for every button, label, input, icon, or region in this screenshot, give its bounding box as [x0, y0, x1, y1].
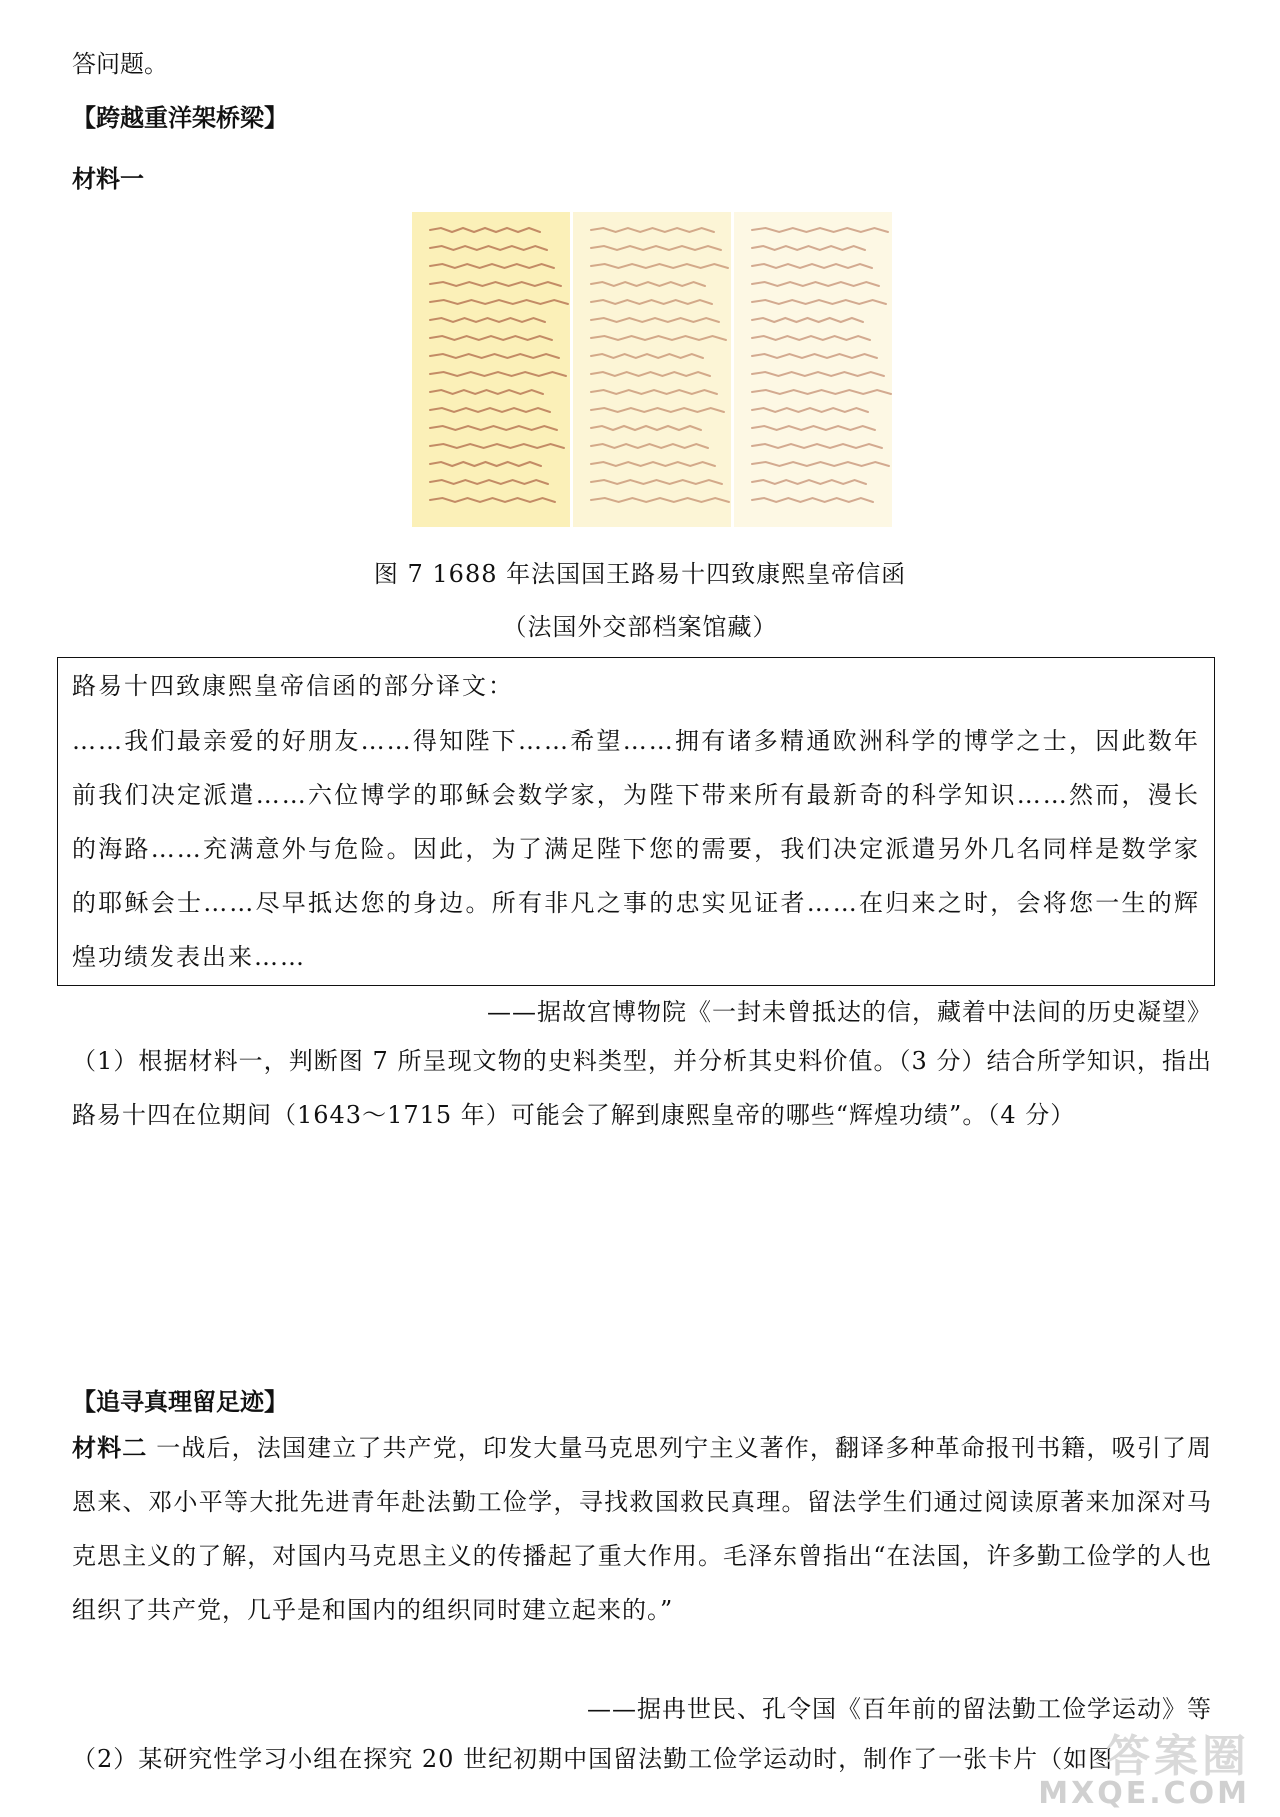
letter-image: [412, 212, 892, 527]
figure-source: （法国外交部档案馆藏）: [502, 613, 778, 641]
material2-citation: ——据冉世民、孔令国《百年前的留法勤工俭学运动》等: [587, 1695, 1212, 1723]
translation-heading: 路易十四致康熙皇帝信函的部分译文：: [72, 672, 514, 700]
material2-text: 一战后，法国建立了共产党，印发大量马克思列宁主义著作，翻译多种革命报刊书籍，吸引了周恩来、邓小平等大批先进青年赴法勤工俭学，寻找救国救民真理。留法学生们通过阅读原著来加深对马克思主义的了解，对国内马克思主义的传播起了重大作用。毛泽东曾指出“在法国，许多勤工俭学的人也组织了共产党，几乎是和国内的组织同时建立起来的。”: [72, 1434, 1213, 1624]
material1-label: 材料一: [72, 165, 144, 193]
figure-caption: 图 7 1688 年法国国王路易十四致康熙皇帝信函: [373, 560, 907, 588]
material2-label: 材料二: [72, 1434, 148, 1462]
material1-citation: ——据故宫博物院《一封未曾抵达的信，藏着中法间的历史凝望》: [487, 998, 1212, 1026]
section2-heading: 【追寻真理留足迹】: [72, 1388, 288, 1416]
material2-paragraph: [72, 1421, 1212, 1637]
watermark-url: MXQE.COM: [1038, 1776, 1250, 1811]
watermark: [1038, 1720, 1250, 1811]
question-1: （1）根据材料一，判断图 7 所呈现文物的史料类型，并分析其史料价值。（3 分）结合所学知识，指出路易十四在位期间（1643～1715 年）可能会了解到康熙皇帝的哪些“辉煌功绩”。（4 分）: [72, 1047, 1212, 1129]
letter-page-3: [734, 212, 892, 527]
watermark-logo-text: 答案圈: [1106, 1731, 1250, 1782]
question-2: （2）某研究性学习小组在探究 20 世纪初期中国留法勤工俭学运动时，制作了一张卡片（如图: [72, 1745, 1114, 1773]
top-fragment: 答问题。: [72, 50, 168, 78]
translation-text: ……我们最亲爱的好朋友……得知陛下……希望……拥有诸多精通欧洲科学的博学之士，因此数年前我们决定派遣……六位博学的耶稣会数学家，为陛下带来所有最新奇的科学知识……然而，漫长的海路……充满意外与危险。因此，为了满足陛下您的需要，我们决定派遣另外几名同样是数学家的耶稣会士……尽早抵达您的身边。所有非凡之事的忠实见证者……在归来之时，会将您一生的辉煌功绩发表出来……: [72, 727, 1200, 971]
translation-box: [57, 657, 1215, 986]
section1-heading: 【跨越重洋架桥梁】: [72, 104, 288, 132]
